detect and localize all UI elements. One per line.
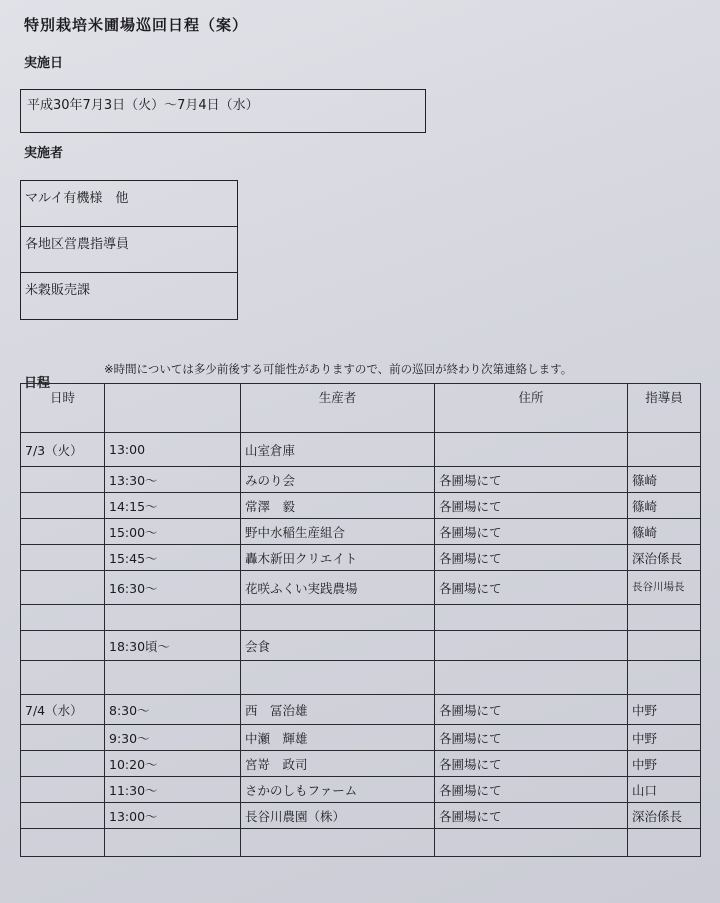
table-row (21, 803, 701, 829)
cell-address: 各圃場にて (435, 751, 628, 777)
cell-guide: 中野 (628, 695, 701, 725)
cell-address: 各圃場にて (435, 493, 628, 519)
cell-address: 各圃場にて (435, 519, 628, 545)
cell-date (21, 519, 105, 545)
cell-time: 15:45～ (105, 545, 241, 571)
cell-guide: 篠崎 (628, 493, 701, 519)
cell-producer: 山室倉庫 (241, 433, 435, 467)
cell-date (21, 631, 105, 661)
cell-guide: 中野 (628, 751, 701, 777)
cell-date (21, 803, 105, 829)
table-row (21, 433, 701, 467)
cell-producer: 中瀬 輝雄 (241, 725, 435, 751)
cell-date (21, 571, 105, 605)
cell-producer: 野中水稲生産組合 (241, 519, 435, 545)
cell-producer (241, 661, 435, 695)
date-value: 平成30年7月3日（火）～7月4日（水） (27, 98, 259, 113)
date-heading: 実施日 (24, 56, 64, 71)
table-row (21, 751, 701, 777)
cell-address (435, 661, 628, 695)
table-row (21, 695, 701, 725)
table-row (21, 725, 701, 751)
cell-producer: みのり会 (241, 467, 435, 493)
column-header-datetime: 日時 (21, 384, 105, 433)
date-box (20, 89, 426, 133)
cell-address: 各圃場にて (435, 571, 628, 605)
cell-address: 各圃場にて (435, 725, 628, 751)
document-title: 特別栽培米圃場巡回日程（案） (24, 16, 249, 34)
cell-date (21, 777, 105, 803)
table-row (21, 519, 701, 545)
cell-time: 13:00～ (105, 803, 241, 829)
column-header-blank (105, 384, 241, 433)
cell-guide: 山口 (628, 777, 701, 803)
table-row (21, 493, 701, 519)
cell-producer: 常澤 毅 (241, 493, 435, 519)
cell-date (21, 545, 105, 571)
cell-date (21, 493, 105, 519)
cell-producer: 西 冨治雄 (241, 695, 435, 725)
column-header-producer: 生産者 (241, 384, 435, 433)
schedule-note: ※時間については多少前後する可能性がありますので、前の巡回が終わり次第連絡します。 (104, 362, 573, 376)
cell-date (21, 605, 105, 631)
participant-item: マルイ有機様 他 (21, 181, 237, 227)
cell-address: 各圃場にて (435, 545, 628, 571)
cell-guide: 深治係長 (628, 803, 701, 829)
cell-time: 14:15～ (105, 493, 241, 519)
cell-address (435, 829, 628, 857)
cell-date (21, 829, 105, 857)
cell-time (105, 605, 241, 631)
cell-guide: 中野 (628, 725, 701, 751)
cell-address: 各圃場にて (435, 467, 628, 493)
cell-address (435, 605, 628, 631)
cell-guide (628, 661, 701, 695)
cell-address: 各圃場にて (435, 803, 628, 829)
cell-date: 7/3（火） (21, 433, 105, 467)
cell-producer: 会食 (241, 631, 435, 661)
table-row (21, 777, 701, 803)
cell-guide: 長谷川場長 (628, 571, 701, 605)
column-header-guide: 指導員 (628, 384, 701, 433)
cell-guide: 篠崎 (628, 519, 701, 545)
cell-time: 18:30頃～ (105, 631, 241, 661)
table-row (21, 829, 701, 857)
cell-date (21, 467, 105, 493)
cell-producer: 長谷川農園（株） (241, 803, 435, 829)
cell-date (21, 725, 105, 751)
cell-time (105, 661, 241, 695)
cell-address (435, 433, 628, 467)
cell-producer (241, 829, 435, 857)
cell-producer: 宮嵜 政司 (241, 751, 435, 777)
cell-guide (628, 829, 701, 857)
cell-time: 11:30～ (105, 777, 241, 803)
cell-time: 13:30～ (105, 467, 241, 493)
cell-guide (628, 433, 701, 467)
cell-address: 各圃場にて (435, 777, 628, 803)
cell-producer: 轟木新田クリエイト (241, 545, 435, 571)
cell-address: 各圃場にて (435, 695, 628, 725)
cell-date (21, 751, 105, 777)
table-row (21, 467, 701, 493)
column-header-address: 住所 (435, 384, 628, 433)
schedule-table (20, 383, 701, 857)
cell-producer: さかのしもファーム (241, 777, 435, 803)
cell-date: 7/4（水） (21, 695, 105, 725)
cell-date (21, 661, 105, 695)
participant-item: 各地区営農指導員 (21, 227, 237, 273)
cell-time: 10:20～ (105, 751, 241, 777)
cell-producer (241, 605, 435, 631)
cell-time: 15:00～ (105, 519, 241, 545)
cell-time (105, 829, 241, 857)
cell-producer: 花咲ふくい実践農場 (241, 571, 435, 605)
cell-time: 13:00 (105, 433, 241, 467)
table-row (21, 571, 701, 605)
table-header-row (21, 384, 701, 433)
cell-guide (628, 605, 701, 631)
cell-time: 8:30～ (105, 695, 241, 725)
table-row (21, 631, 701, 661)
table-row (21, 661, 701, 695)
cell-time: 16:30～ (105, 571, 241, 605)
cell-time: 9:30～ (105, 725, 241, 751)
cell-address (435, 631, 628, 661)
cell-guide (628, 631, 701, 661)
cell-guide: 篠崎 (628, 467, 701, 493)
cell-guide: 深治係長 (628, 545, 701, 571)
participants-box (20, 180, 238, 320)
schedule-body (21, 433, 701, 857)
table-row (21, 545, 701, 571)
schedule-heading: 日程 (24, 376, 51, 391)
table-row (21, 605, 701, 631)
participant-item: 米穀販売課 (25, 283, 91, 298)
participants-heading: 実施者 (24, 146, 64, 161)
